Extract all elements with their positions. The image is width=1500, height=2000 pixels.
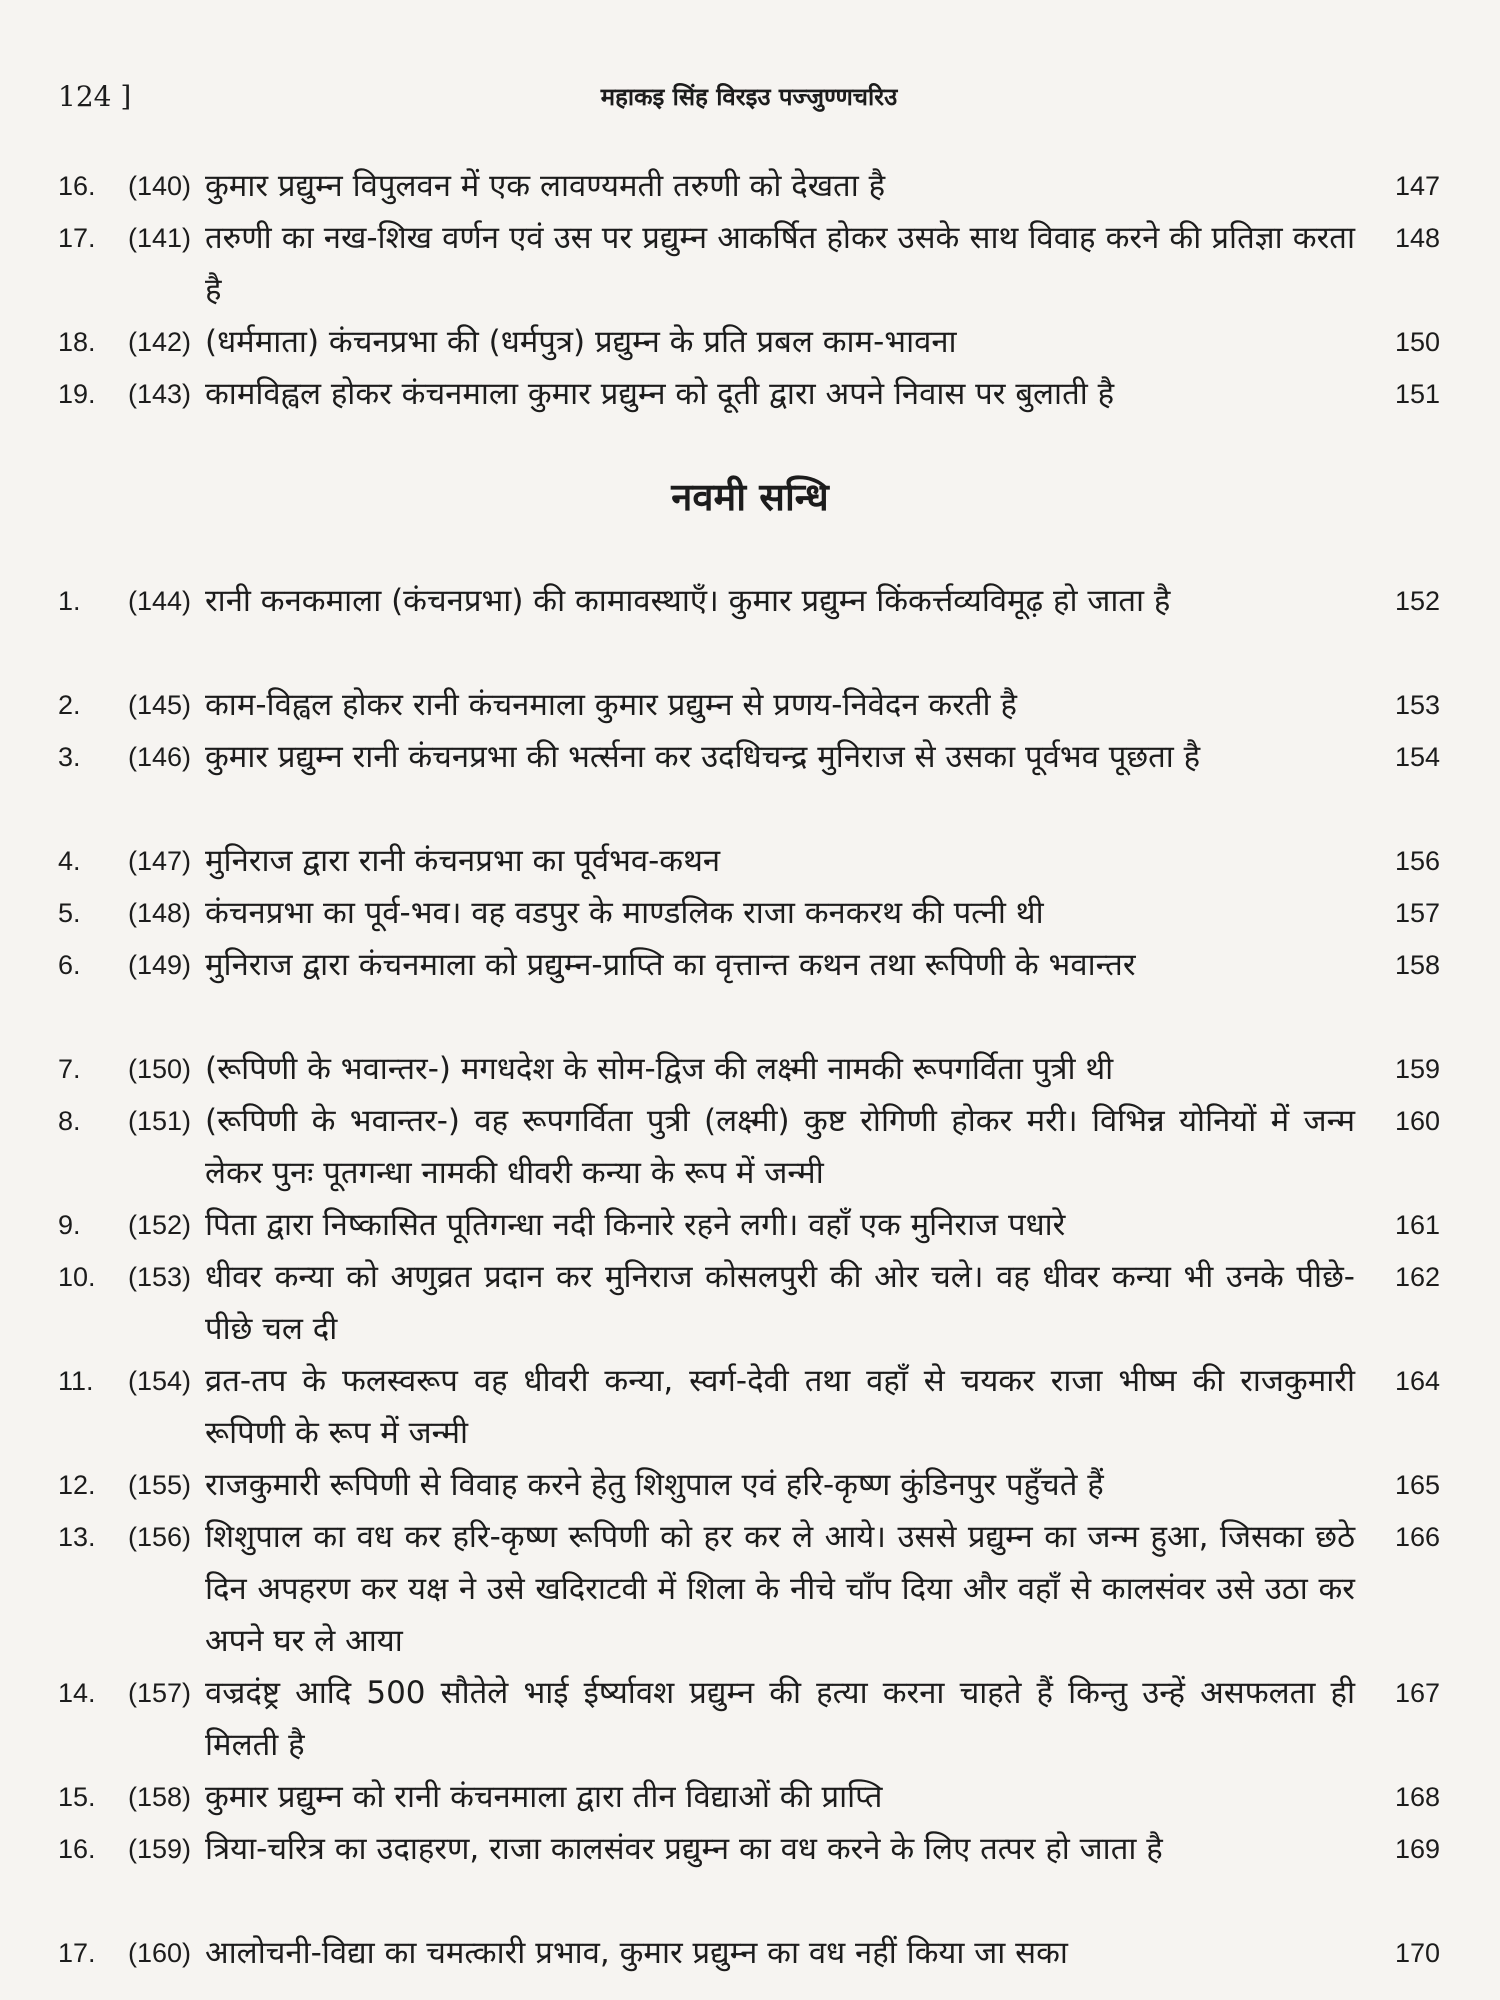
entry-ref: (157) [128, 1678, 192, 1708]
entry-ref: (156) [128, 1522, 192, 1552]
entry-text: मुनिराज द्वारा रानी कंचनप्रभा का पूर्वभव-कथन [205, 843, 721, 879]
entry-text: वज्रदंष्ट्र आदि 500 सौतेले भाई ईर्ष्यावश प्रद्युम्न की हत्या करना चाहते हैं किन्तु उन्हें असफलता ही मिलती है [205, 1675, 1355, 1763]
entry-text: काम-विह्वल होकर रानी कंचनमाला कुमार प्रद्युम्न से प्रणय-निवेदन करती है [205, 687, 1017, 723]
entry-page: 165 [1394, 1470, 1440, 1500]
entry-text: कुमार प्रद्युम्न विपुलवन में एक लावण्यमती तरुणी को देखता है [205, 168, 886, 204]
entry-ref: (159) [128, 1834, 192, 1864]
entry-page: 151 [1394, 379, 1440, 409]
entry-number: 3. [58, 742, 81, 772]
entry-page: 169 [1394, 1834, 1440, 1864]
page-header [58, 80, 1440, 130]
entry-ref: (151) [128, 1106, 192, 1136]
entry-number: 7. [58, 1054, 81, 1084]
running-title: महाकइ सिंह विरइउ पज्जुण्णचरिउ [600, 83, 898, 111]
entry-number: 13. [58, 1522, 96, 1552]
entry-page: 168 [1394, 1782, 1440, 1812]
entry-text: (रूपिणी के भवान्तर-) मगधदेश के सोम-द्विज की लक्ष्मी नामकी रूपगर्विता पुत्री थी [205, 1051, 1114, 1087]
entry-ref: (147) [128, 846, 192, 876]
entry-page: 153 [1394, 690, 1440, 720]
entry-ref: (141) [128, 223, 192, 253]
entry-page: 150 [1394, 327, 1440, 357]
entry-number: 9. [58, 1210, 81, 1240]
entry-ref: (153) [128, 1262, 192, 1292]
entry-page: 161 [1394, 1210, 1440, 1240]
entry-ref: (148) [128, 898, 192, 928]
entry-page: 157 [1394, 898, 1440, 928]
entry-page: 166 [1394, 1522, 1440, 1552]
entry-number: 19. [58, 379, 96, 409]
entry-page: 148 [1394, 223, 1440, 253]
entry-page: 167 [1394, 1678, 1440, 1708]
entry-number: 1. [58, 586, 81, 616]
entry-text: कामविह्वल होकर कंचनमाला कुमार प्रद्युम्न को दूती द्वारा अपने निवास पर बुलाती है [205, 376, 1115, 412]
entry-ref: (143) [128, 379, 192, 409]
section-title: नवमी सन्धि [671, 475, 829, 519]
entry-ref: (160) [128, 1938, 192, 1968]
entry-ref: (146) [128, 742, 192, 772]
entry-text: राजकुमारी रूपिणी से विवाह करने हेतु शिशुपाल एवं हरि-कृष्ण कुंडिनपुर पहुँचते हैं [205, 1467, 1104, 1503]
entry-page: 158 [1394, 950, 1440, 980]
entry-number: 8. [58, 1106, 81, 1136]
entry-page: 147 [1394, 171, 1440, 201]
entry-page: 170 [1394, 1938, 1440, 1968]
entry-number: 6. [58, 950, 81, 980]
entry-text: धीवर कन्या को अणुव्रत प्रदान कर मुनिराज कोसलपुरी की ओर चले। वह धीवर कन्या भी उनके पीछे-पीछे चल दी [205, 1259, 1355, 1347]
entry-number: 16. [58, 1834, 96, 1864]
entry-ref: (149) [128, 950, 192, 980]
entry-number: 5. [58, 898, 81, 928]
entry-page: 154 [1394, 742, 1440, 772]
entry-text: पिता द्वारा निष्कासित पूतिगन्धा नदी किनारे रहने लगी। वहाँ एक मुनिराज पधारे [205, 1207, 1066, 1243]
entry-text: मुनिराज द्वारा कंचनमाला को प्रद्युम्न-प्राप्ति का वृत्तान्त कथन तथा रूपिणी के भवान्तर [205, 947, 1136, 983]
entry-number: 15. [58, 1782, 96, 1812]
page-number: 124 ] [58, 80, 132, 113]
entry-number: 14. [58, 1678, 96, 1708]
entry-number: 4. [58, 846, 81, 876]
entry-page: 162 [1394, 1262, 1440, 1292]
entry-number: 16. [58, 171, 96, 201]
entry-page: 152 [1394, 586, 1440, 616]
entry-number: 12. [58, 1470, 96, 1500]
entry-ref: (158) [128, 1782, 192, 1812]
entry-page: 164 [1394, 1366, 1440, 1396]
entry-ref: (155) [128, 1470, 192, 1500]
entry-text: रानी कनकमाला (कंचनप्रभा) की कामावस्थाएँ। कुमार प्रद्युम्न किंकर्त्तव्यविमूढ़ हो जाता है [205, 583, 1171, 619]
entry-text: (धर्ममाता) कंचनप्रभा की (धर्मपुत्र) प्रद्युम्न के प्रति प्रबल काम-भावना [205, 324, 957, 360]
entry-ref: (140) [128, 171, 192, 201]
entry-page: 160 [1394, 1106, 1440, 1136]
entry-text: व्रत-तप के फलस्वरूप वह धीवरी कन्या, स्वर्ग-देवी तथा वहाँ से चयकर राजा भीष्म की राजकुमारी रूपिणी के रूप में जन्मी [205, 1363, 1355, 1451]
entry-text: शिशुपाल का वध कर हरि-कृष्ण रूपिणी को हर कर ले आये। उससे प्रद्युम्न का जन्म हुआ, जिसका छठे दिन अपहरण कर यक्ष ने उसे खदिराटवी में शिला के नीचे चाँप दिया और वहाँ से कालसंवर उसे उठा कर अपने घर ले आया [205, 1519, 1355, 1659]
entry-text: कुमार प्रद्युम्न रानी कंचनप्रभा की भर्त्सना कर उदधिचन्द्र मुनिराज से उसका पूर्वभव पूछता है [205, 739, 1201, 775]
entry-ref: (154) [128, 1366, 192, 1396]
entry-number: 10. [58, 1262, 96, 1292]
entry-text: (रूपिणी के भवान्तर-) वह रूपगर्विता पुत्री (लक्ष्मी) कुष्ट रोगिणी होकर मरी। विभिन्न योनियों में जन्म लेकर पुनः पूतगन्धा नामकी धीवरी कन्या के रूप में जन्मी [205, 1103, 1355, 1191]
entry-text: तरुणी का नख-शिख वर्णन एवं उस पर प्रद्युम्न आकर्षित होकर उसके साथ विवाह करने की प्रतिज्ञा करता है [205, 220, 1355, 308]
entry-number: 11. [58, 1366, 94, 1396]
entry-text: आलोचनी-विद्या का चमत्कारी प्रभाव, कुमार प्रद्युम्न का वध नहीं किया जा सका [205, 1935, 1068, 1971]
entry-number: 18. [58, 327, 96, 357]
entry-page: 156 [1394, 846, 1440, 876]
entry-ref: (150) [128, 1054, 192, 1084]
entry-ref: (152) [128, 1210, 192, 1240]
entry-text: त्रिया-चरित्र का उदाहरण, राजा कालसंवर प्रद्युम्न का वध करने के लिए तत्पर हो जाता है [205, 1831, 1163, 1867]
entry-ref: (144) [128, 586, 192, 616]
entry-number: 17. [58, 223, 96, 253]
entry-text: कंचनप्रभा का पूर्व-भव। वह वडपुर के माण्डलिक राजा कनकरथ की पत्नी थी [205, 895, 1044, 931]
entry-text: कुमार प्रद्युम्न को रानी कंचनमाला द्वारा तीन विद्याओं की प्राप्ति [205, 1779, 883, 1815]
entry-page: 159 [1394, 1054, 1440, 1084]
entry-ref: (145) [128, 690, 192, 720]
entry-number: 2. [58, 690, 81, 720]
entry-ref: (142) [128, 327, 192, 357]
entry-number: 17. [58, 1938, 96, 1968]
